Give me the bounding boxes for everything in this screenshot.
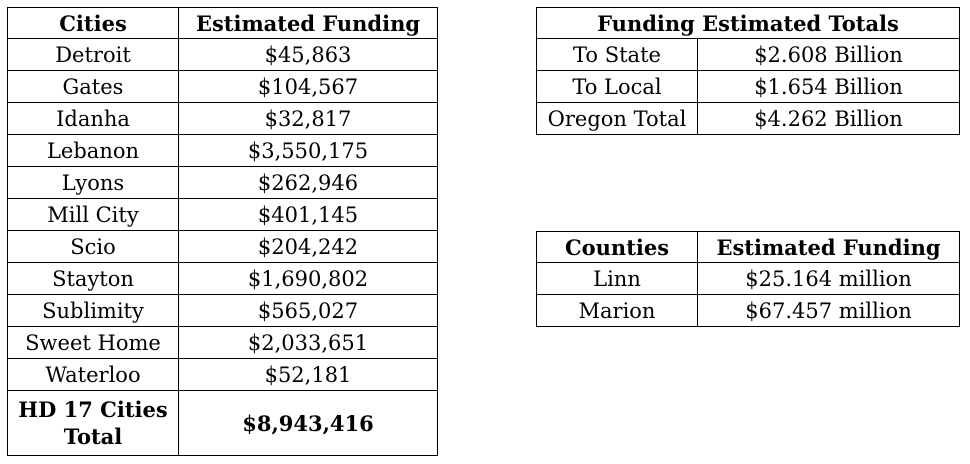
city-name-cell: Scio: [8, 231, 179, 263]
table-row: [537, 103, 960, 135]
county-name-cell: Marion: [537, 295, 698, 327]
city-name-cell: Waterloo: [8, 359, 179, 391]
counties-funding-table: [536, 231, 960, 327]
column-header-cities: Cities: [8, 8, 179, 39]
column-header-estimated-funding: Estimated Funding: [179, 8, 438, 39]
table-header-row: [537, 8, 960, 39]
table-row: [8, 359, 438, 391]
table-row: [8, 103, 438, 135]
city-name-cell: Stayton: [8, 263, 179, 295]
city-name-cell: Sweet Home: [8, 327, 179, 359]
table-row: [8, 327, 438, 359]
table-row: [8, 231, 438, 263]
city-name-cell: Detroit: [8, 39, 179, 71]
table-row: [8, 295, 438, 327]
table-row: [537, 263, 960, 295]
city-name-cell: Lebanon: [8, 135, 179, 167]
total-amount-cell: $4.262 Billion: [698, 103, 960, 135]
total-amount-cell: $2.608 Billion: [698, 39, 960, 71]
city-funding-cell: $52,181: [179, 359, 438, 391]
table-header-row: [537, 232, 960, 263]
table-row: [537, 39, 960, 71]
city-funding-cell: $45,863: [179, 39, 438, 71]
city-name-cell: Mill City: [8, 199, 179, 231]
table-header-row: [8, 8, 438, 39]
total-row: [8, 391, 438, 456]
city-name-cell: Gates: [8, 71, 179, 103]
city-funding-cell: $262,946: [179, 167, 438, 199]
funding-totals-table: [536, 7, 960, 135]
table-row: [8, 39, 438, 71]
city-funding-cell: $565,027: [179, 295, 438, 327]
county-name-cell: Linn: [537, 263, 698, 295]
table-row: [8, 263, 438, 295]
table-row: [8, 199, 438, 231]
city-name-cell: Sublimity: [8, 295, 179, 327]
total-category-cell: Oregon Total: [537, 103, 698, 135]
column-header-estimated-funding: Estimated Funding: [698, 232, 960, 263]
table-row: [8, 71, 438, 103]
city-funding-cell: $401,145: [179, 199, 438, 231]
city-funding-cell: $3,550,175: [179, 135, 438, 167]
city-funding-cell: $2,033,651: [179, 327, 438, 359]
city-funding-cell: $1,690,802: [179, 263, 438, 295]
county-funding-cell: $25.164 million: [698, 263, 960, 295]
city-funding-cell: $104,567: [179, 71, 438, 103]
cities-funding-table: [7, 7, 438, 456]
table-row: [8, 135, 438, 167]
city-name-cell: Idanha: [8, 103, 179, 135]
column-header-counties: Counties: [537, 232, 698, 263]
total-label-cell: HD 17 Cities Total: [8, 391, 179, 456]
total-amount-cell: $1.654 Billion: [698, 71, 960, 103]
total-value-cell: $8,943,416: [179, 391, 438, 456]
table-row: [537, 71, 960, 103]
city-funding-cell: $204,242: [179, 231, 438, 263]
county-funding-cell: $67.457 million: [698, 295, 960, 327]
table-row: [537, 295, 960, 327]
funding-totals-header: Funding Estimated Totals: [537, 8, 960, 39]
table-row: [8, 167, 438, 199]
city-name-cell: Lyons: [8, 167, 179, 199]
total-category-cell: To Local: [537, 71, 698, 103]
city-funding-cell: $32,817: [179, 103, 438, 135]
total-category-cell: To State: [537, 39, 698, 71]
